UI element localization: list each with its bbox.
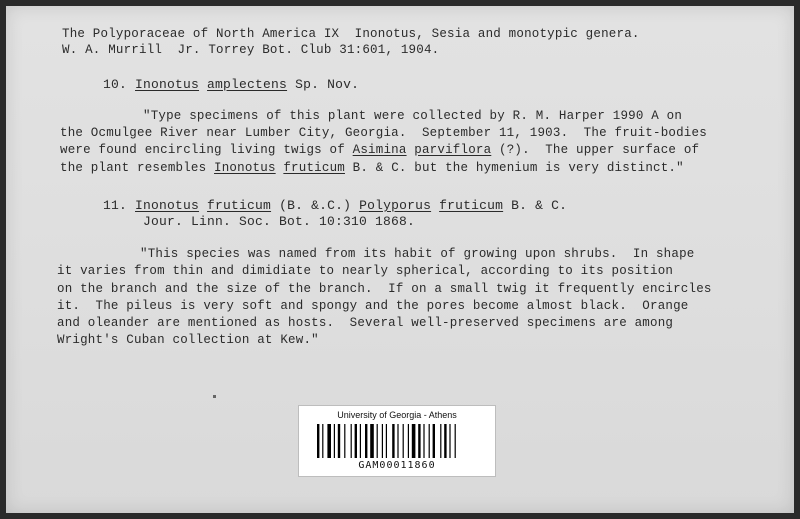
- paragraph-1-line-1: "Type specimens of this plant were collected by R. M. Harper 1990 A on: [143, 109, 683, 123]
- species-11-synonym-authority: B. & C.: [503, 198, 568, 213]
- barcode-bar: [365, 424, 367, 458]
- barcode-bar: [403, 424, 404, 458]
- barcode-institution: University of Georgia - Athens: [337, 410, 457, 420]
- barcode-number: GAM00011860: [358, 460, 436, 471]
- paragraph-1-line-4-tail: B. & C. but the hymenium is very distinct.": [344, 161, 684, 175]
- host-epithet: parviflora: [414, 143, 492, 157]
- compare-genus: Inonotus: [214, 161, 276, 175]
- paragraph-2-line-3: on the branch and the size of the branch. If on a small twig it frequently encircles: [57, 282, 712, 296]
- barcode-bar: [455, 424, 456, 458]
- barcode-bar: [351, 424, 352, 458]
- barcode-bar: [408, 424, 409, 458]
- barcode-bar: [317, 424, 319, 458]
- barcode-bar: [433, 424, 435, 458]
- paragraph-1-line-3: [60, 143, 699, 157]
- species-11-number: 11.: [103, 198, 136, 213]
- paragraph-2-line-2: it varies from thin and dimidiate to nearly spherical, according to its position: [57, 264, 674, 278]
- barcode-bar: [386, 424, 387, 458]
- species-10-status: Sp. Nov.: [287, 77, 360, 92]
- paragraph-2-line-1: "This species was named from its habit of growing upon shrubs. In shape: [140, 247, 695, 261]
- host-genus: Asimina: [352, 143, 407, 157]
- species-11-heading: [103, 199, 567, 213]
- species-10-number: 10.: [103, 77, 136, 92]
- barcode-bar: [392, 424, 394, 458]
- barcode-bar: [355, 424, 357, 458]
- species-11-epithet: fruticum: [207, 198, 272, 213]
- species-11-authority: (B. &.C.): [271, 198, 360, 213]
- species-10-heading: [103, 78, 359, 92]
- barcode-bars: [317, 424, 477, 458]
- paragraph-1-line-3-tail: (?). The upper surface of: [491, 143, 700, 157]
- barcode-bar: [440, 424, 441, 458]
- paragraph-2-line-4: it. The pileus is very soft and spongy and the pores become almost black. Orange: [57, 299, 689, 313]
- barcode-bar: [377, 424, 378, 458]
- paragraph-1-line-4-text: the plant resembles: [60, 161, 215, 175]
- paragraph-2-line-6: Wright's Cuban collection at Kew.": [57, 333, 319, 347]
- barcode-bar: [370, 424, 374, 458]
- barcode-bar: [412, 424, 416, 458]
- barcode-bar: [344, 424, 345, 458]
- paragraph-2-line-5: and oleander are mentioned as hosts. Several well-preserved specimens are among: [57, 316, 674, 330]
- barcode-bar: [334, 424, 335, 458]
- paragraph-1-line-3-text: were found encircling living twigs of: [60, 143, 353, 157]
- barcode-bar: [418, 424, 420, 458]
- card-header-citation: W. A. Murrill Jr. Torrey Bot. Club 31:601, 1904.: [62, 43, 440, 57]
- barcode-label: [298, 405, 496, 477]
- species-11-synonym-epithet: fruticum: [439, 198, 504, 213]
- compare-epithet: fruticum: [283, 161, 345, 175]
- species-11-genus: Inonotus: [135, 198, 200, 213]
- barcode-bar: [382, 424, 383, 458]
- barcode-bar: [322, 424, 323, 458]
- barcode-bar: [444, 424, 446, 458]
- barcode-bar: [423, 424, 424, 458]
- species-10-epithet: amplectens: [207, 77, 288, 92]
- species-11-synonym-genus: Polyporus: [359, 198, 432, 213]
- barcode-bar: [338, 424, 340, 458]
- barcode-bar: [397, 424, 398, 458]
- species-10-genus: Inonotus: [135, 77, 200, 92]
- barcode-bar: [429, 424, 430, 458]
- species-11-reference: Jour. Linn. Soc. Bot. 10:310 1868.: [143, 214, 416, 229]
- paragraph-1-line-2: the Ocmulgee River near Lumber City, Georgia. September 11, 1903. The fruit-bodies: [60, 126, 707, 140]
- barcode-bar: [327, 424, 331, 458]
- barcode-bar: [360, 424, 361, 458]
- paragraph-1-line-4: [60, 161, 684, 175]
- card-header-title: The Polyporaceae of North America IX Inonotus, Sesia and monotypic genera.: [62, 27, 640, 41]
- barcode-bar: [449, 424, 450, 458]
- ink-speck: [213, 395, 216, 398]
